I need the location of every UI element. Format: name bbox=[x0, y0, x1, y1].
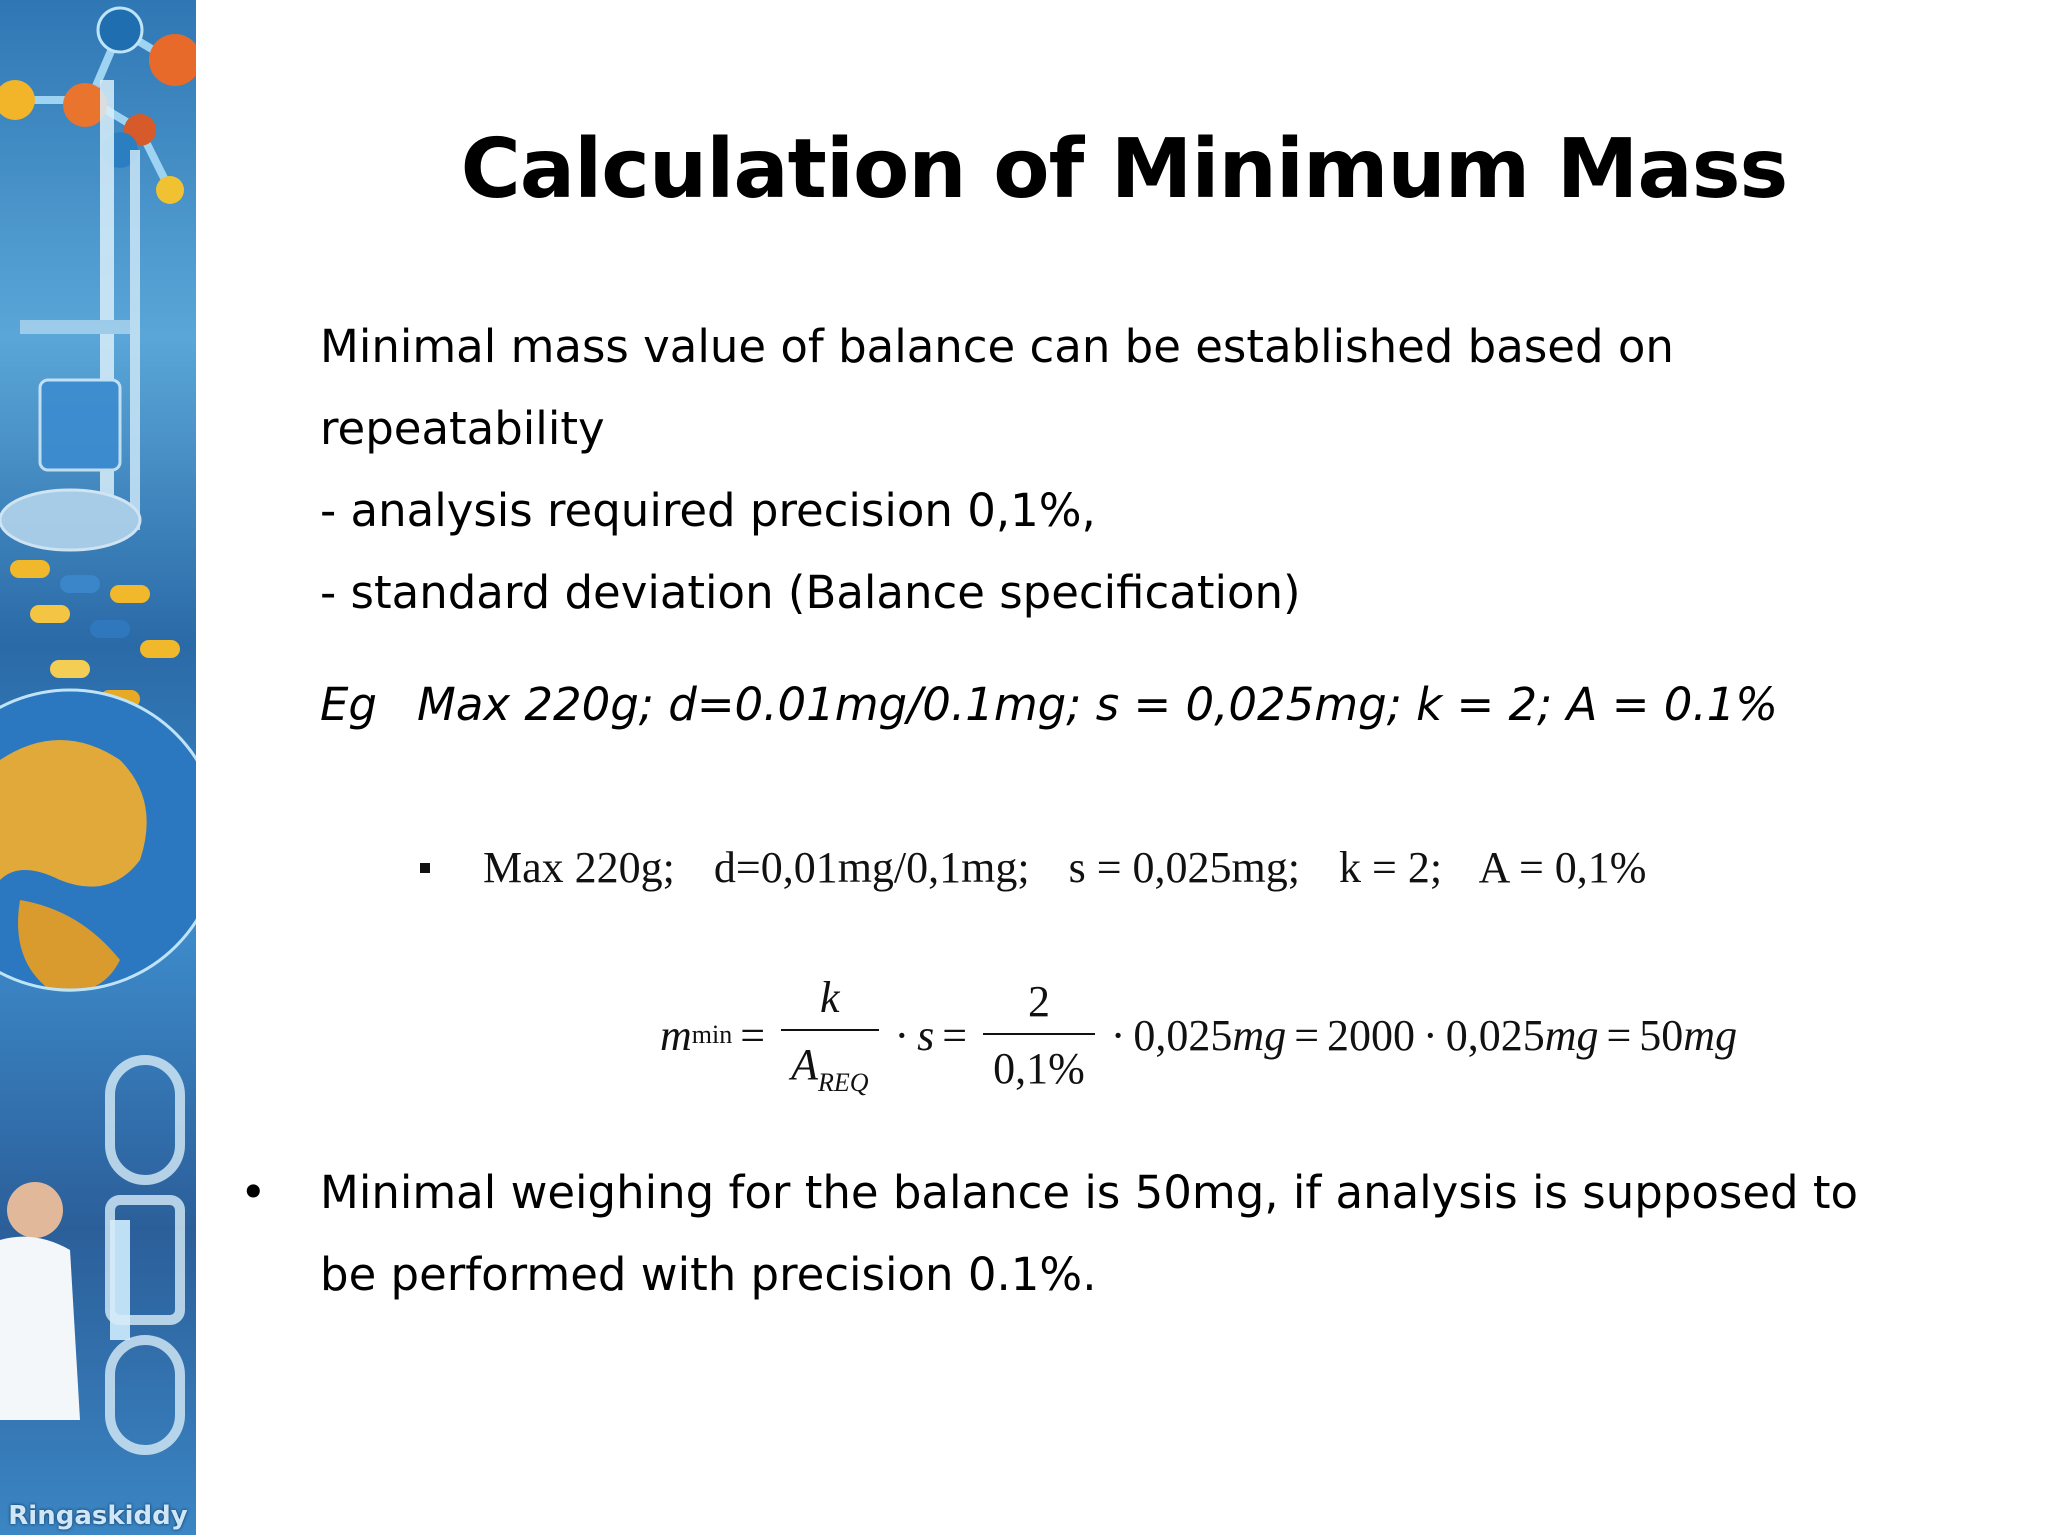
formula-fraction-2 bbox=[983, 976, 1095, 1094]
formula-equals: = bbox=[740, 1010, 766, 1060]
example-values: Max 220g; d=0.01mg/0.1mg; s = 0,025mg; k = 2; A = 0.1% bbox=[417, 678, 1779, 731]
formula-s-var: s bbox=[917, 1010, 935, 1060]
formula-result-unit: mg bbox=[1683, 1010, 1738, 1060]
spec-item: d=0,01mg/0,1mg; bbox=[713, 843, 1030, 892]
square-bullet-icon bbox=[420, 863, 430, 873]
sidebar-caption: Ringaskiddy bbox=[8, 1501, 188, 1531]
spec-item: A = 0,1% bbox=[1478, 843, 1647, 892]
slide-title: Calculation of Minimum Mass bbox=[460, 122, 1788, 217]
conclusion-line-1: Minimal weighing for the balance is 50mg, if analysis is supposed to bbox=[320, 1166, 1859, 1219]
formula-equals: = bbox=[1294, 1010, 1320, 1060]
fraction-1-denominator bbox=[781, 1029, 878, 1098]
formula-term-3-unit: mg bbox=[1544, 1010, 1599, 1060]
decorative-sidebar bbox=[0, 0, 196, 1535]
conclusion-text bbox=[320, 1152, 2030, 1316]
intro-line-1: Minimal mass value of balance can be established based on bbox=[320, 320, 1674, 373]
fraction-1-numerator: k bbox=[820, 973, 840, 1022]
formula-term-1-num: 0,025 bbox=[1133, 1010, 1233, 1060]
formula-equals: = bbox=[1606, 1010, 1632, 1060]
spec-line bbox=[420, 842, 1674, 893]
intro-line-2: repeatability bbox=[320, 402, 605, 455]
formula-lhs-sub: min bbox=[691, 1020, 733, 1049]
intro-line-4: - standard deviation (Balance specification) bbox=[320, 566, 1301, 619]
formula-dot: · bbox=[1423, 1010, 1438, 1060]
formula-equals: = bbox=[942, 1010, 968, 1060]
pills-graphic bbox=[10, 560, 180, 708]
fraction-1-den-sub: REQ bbox=[817, 1068, 869, 1097]
spec-item: Max 220g; bbox=[483, 843, 675, 892]
formula-term-1-unit: mg bbox=[1232, 1010, 1287, 1060]
fraction-1-den-var: A bbox=[791, 1040, 818, 1089]
fraction-2-numerator: 2 bbox=[1027, 977, 1050, 1026]
formula-dot: · bbox=[1110, 1010, 1126, 1060]
intro-text bbox=[320, 306, 1970, 634]
formula-result-num: 50 bbox=[1639, 1010, 1684, 1060]
example-prefix: Eg bbox=[320, 678, 377, 731]
formula-term-3-num: 0,025 bbox=[1445, 1010, 1545, 1060]
molecule-graphic bbox=[0, 8, 196, 204]
conclusion-bullet bbox=[240, 1152, 2030, 1316]
fraction-2-denominator: 0,1% bbox=[983, 1033, 1095, 1094]
formula-fraction-1 bbox=[781, 972, 878, 1098]
sidebar-illustration bbox=[0, 0, 196, 1535]
spec-item: k = 2; bbox=[1339, 843, 1443, 892]
bullet-icon: • bbox=[240, 1166, 267, 1219]
formula-lhs-var: m bbox=[660, 1010, 692, 1060]
spec-item: s = 0,025mg; bbox=[1068, 843, 1300, 892]
formula-term-2: 2000 bbox=[1327, 1010, 1416, 1060]
conclusion-line-2: be performed with precision 0.1%. bbox=[320, 1248, 1097, 1301]
formula-dot: · bbox=[894, 1010, 910, 1060]
example-line bbox=[320, 678, 1778, 731]
globe-graphic bbox=[0, 690, 196, 992]
intro-line-3: - analysis required precision 0,1%, bbox=[320, 484, 1096, 537]
min-mass-formula bbox=[660, 960, 1737, 1110]
